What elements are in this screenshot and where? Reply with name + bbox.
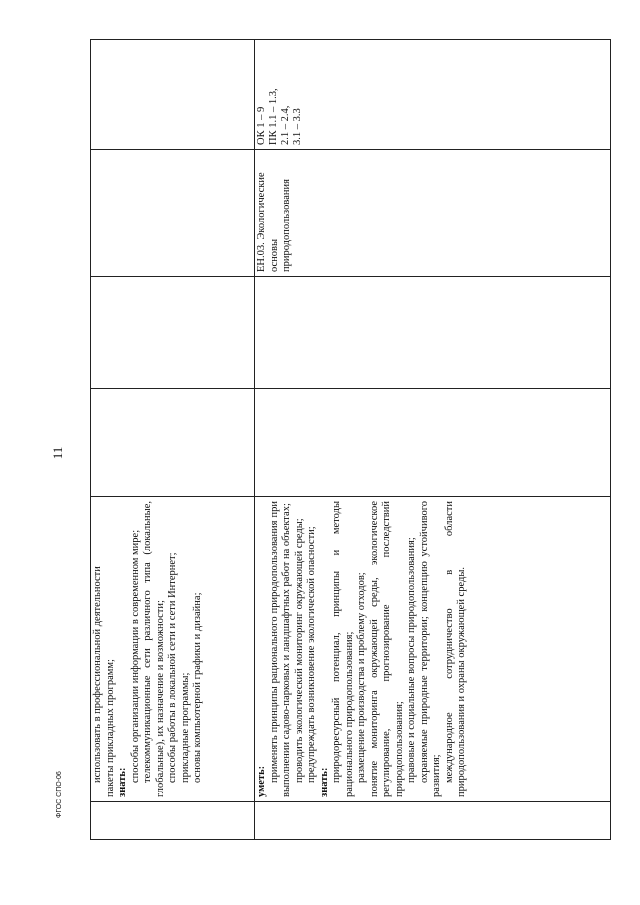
skill-line: способы организации информации в современном мире; <box>129 529 141 783</box>
skill-line: телекоммуникационные сети различного типа (локальные, глобальные), их назначение и возможности; <box>142 501 166 797</box>
skill-line: использовать в профессиональной деятельности <box>92 566 103 783</box>
index-cell <box>91 802 255 840</box>
competency-cell <box>91 40 255 150</box>
page-number: 11 <box>50 446 65 460</box>
discipline-cell <box>255 150 611 277</box>
skill-line: прикладные программы; <box>179 672 191 783</box>
skills-text <box>92 501 205 797</box>
footer-mark: ФГОС СПО-06 <box>56 771 63 818</box>
curriculum-table <box>90 39 611 840</box>
skill-line: предупреждать возникновение экологической опасности; <box>306 526 317 783</box>
skill-line: пакеты прикладных программ; <box>104 659 116 797</box>
section-heading: знать: <box>318 767 330 797</box>
skill-line: основы компьютерной графики и дизайна; <box>192 592 203 783</box>
competency-line: 2.1 – 2.4, <box>280 105 291 145</box>
skill-line: применять принципы рационального природопользования при выполнении садово-парковых и ландшафтных работ на объектах; <box>268 501 292 797</box>
skill-line: проводить экологический мониторинг окружающей среды; <box>293 518 305 783</box>
skills-cell <box>255 497 611 802</box>
skill-line: охраняемые природные территории; концепцию устойчивого развития; <box>418 501 442 797</box>
competency-line: ПК 1.1 – 1.3, <box>268 88 279 145</box>
section-heading: уметь: <box>256 765 267 797</box>
table-row <box>255 40 611 840</box>
index-cell <box>255 802 611 840</box>
hours-class-cell <box>255 277 611 389</box>
hours-class-cell <box>91 277 255 389</box>
rotated-table-wrapper <box>90 40 610 840</box>
section-heading: знать: <box>117 767 128 797</box>
skill-line: понятие мониторинга окружающей среды, экологическое регулирование, прогнозирование последствий природопользования; <box>368 501 405 797</box>
competency-line: 3.1 – 3.3 <box>292 108 303 145</box>
skill-line: природоресурсный потенциал, принципы и методы рационального природопользования; <box>331 501 355 797</box>
skills-cell <box>91 497 255 802</box>
hours-max-cell <box>91 389 255 497</box>
competency-line: ОК 1 – 9 <box>256 106 267 145</box>
hours-max-cell <box>255 389 611 497</box>
skills-text <box>256 501 469 797</box>
skill-line: правовые и социальные вопросы природопользования; <box>406 537 417 783</box>
competency-cell <box>255 40 611 150</box>
table-row <box>91 40 255 840</box>
discipline-name: ЕН.03. Экологические основы природопользования <box>256 172 292 272</box>
skill-line: способы работы в локальной сети и сети Интернет; <box>167 552 178 783</box>
skill-line: размещение производства и проблему отходов; <box>356 572 367 783</box>
skill-line: международное сотрудничество в области природопользования и охраны окружающей среды. <box>443 501 467 797</box>
discipline-cell <box>91 150 255 277</box>
